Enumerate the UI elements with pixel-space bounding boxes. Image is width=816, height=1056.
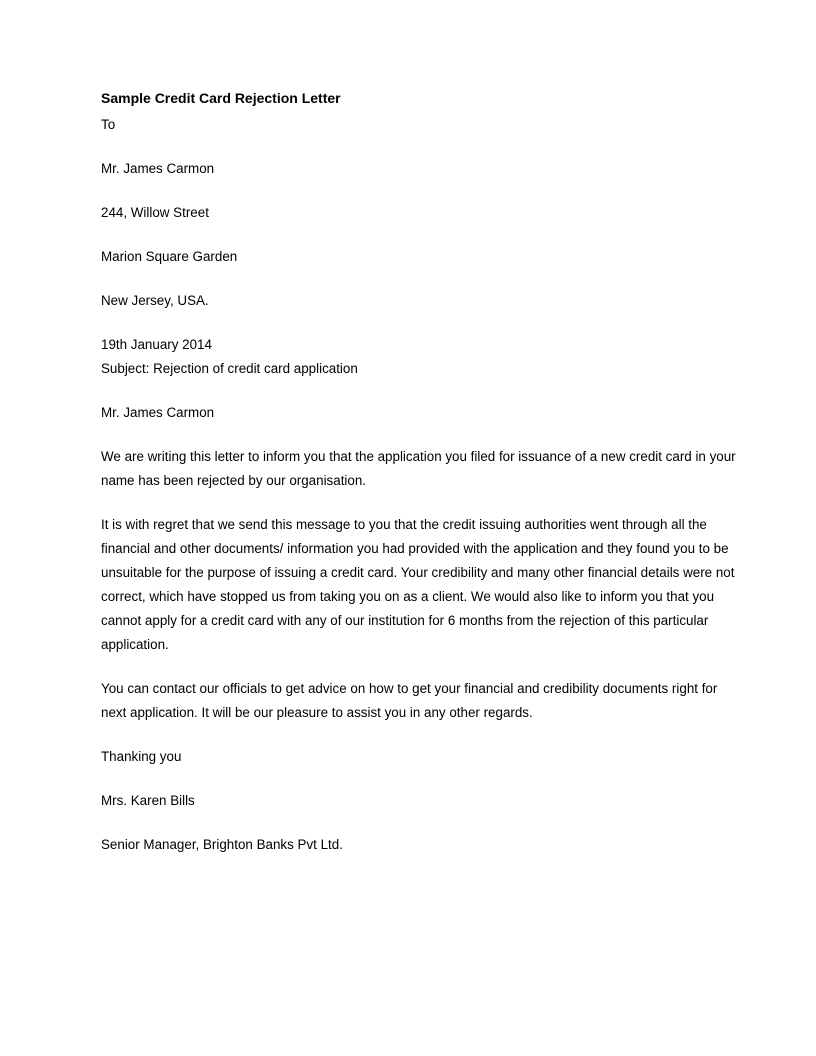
address-line-1: 244, Willow Street [101,205,209,220]
address-line-3: New Jersey, USA. [101,293,209,308]
body-paragraph-2: It is with regret that we send this message to you that the credit issuing authorities went through all the financial and other documents/ information you had provided with the application and they found you to be unsuitable for the purpose of issuing a credit card. Your credibility and many other financial details were not correct, which have stopped us from taking you on as a client. We would also like to inform you that you cannot apply for a credit card with any of our institution for 6 months from the rejection of this particular application. [101,517,735,652]
signer-title: Senior Manager, Brighton Banks Pvt Ltd. [101,837,343,852]
to-label: To [101,117,116,132]
recipient-name: Mr. James Carmon [101,161,215,176]
letter-page [101,88,741,877]
signer-name: Mrs. Karen Bills [101,793,195,808]
salutation: Mr. James Carmon [101,405,215,420]
letter-subject: Subject: Rejection of credit card application [101,361,358,376]
body-paragraph-3: You can contact our officials to get advice on how to get your financial and credibility documents right for next application. It will be our pleasure to assist you in any other regards. [101,681,718,720]
letter-date: 19th January 2014 [101,337,212,352]
address-line-2: Marion Square Garden [101,249,238,264]
body-paragraph-1: We are writing this letter to inform you that the application you filed for issuance of a new credit card in your name has been rejected by our organisation. [101,449,736,488]
letter-title: Sample Credit Card Rejection Letter [101,90,341,106]
closing: Thanking you [101,749,182,764]
